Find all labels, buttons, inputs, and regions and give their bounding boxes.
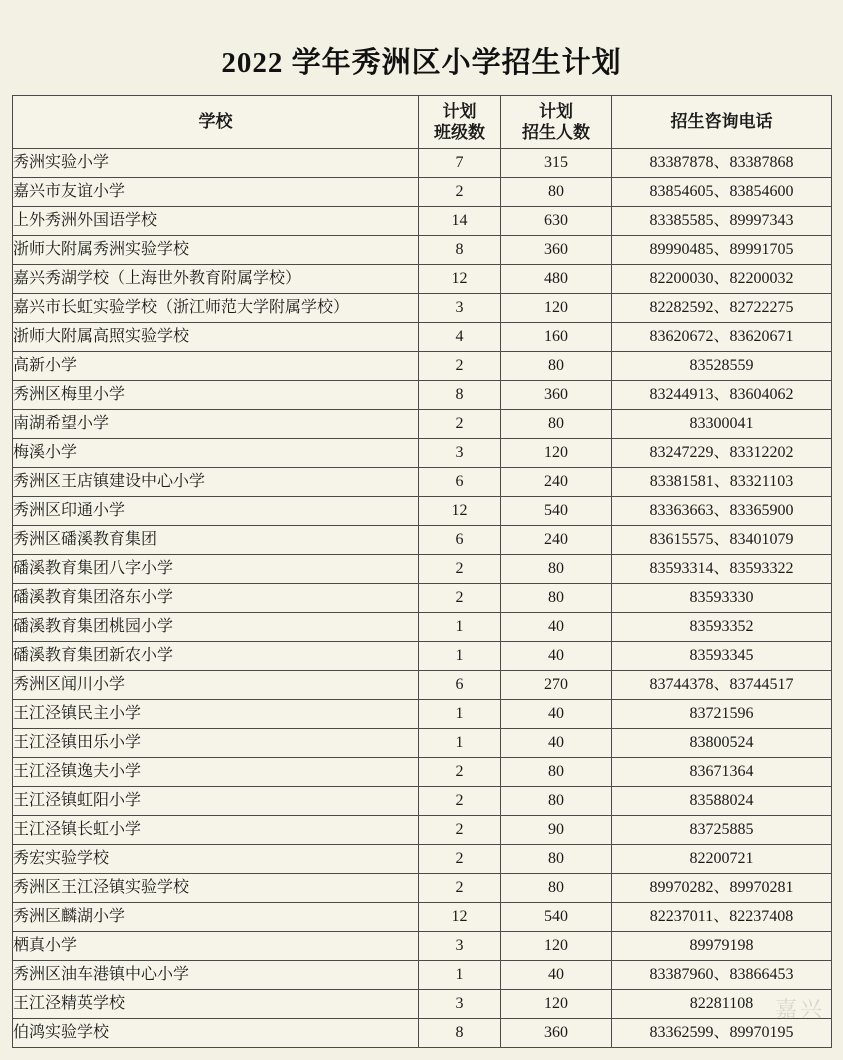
- cell-phone: 82200030、82200032: [612, 265, 832, 294]
- table-row: [13, 526, 832, 555]
- cell-classes: 3: [419, 439, 501, 468]
- cell-phone: 83528559: [612, 352, 832, 381]
- cell-classes: 6: [419, 671, 501, 700]
- cell-school: 磻溪教育集团洛东小学: [13, 584, 419, 613]
- cell-students: 240: [501, 468, 612, 497]
- cell-phone: 83593352: [612, 613, 832, 642]
- cell-students: 80: [501, 410, 612, 439]
- table-row: [13, 236, 832, 265]
- cell-phone: 83387878、83387868: [612, 149, 832, 178]
- table-row: [13, 961, 832, 990]
- cell-school: 秀宏实验学校: [13, 845, 419, 874]
- cell-classes: 2: [419, 178, 501, 207]
- cell-classes: 6: [419, 526, 501, 555]
- cell-school: 南湖希望小学: [13, 410, 419, 439]
- cell-classes: 1: [419, 642, 501, 671]
- cell-students: 90: [501, 816, 612, 845]
- table-row: [13, 932, 832, 961]
- table-row: [13, 990, 832, 1019]
- cell-students: 80: [501, 787, 612, 816]
- cell-school: 秀洲实验小学: [13, 149, 419, 178]
- table-row: [13, 207, 832, 236]
- cell-phone: 82282592、82722275: [612, 294, 832, 323]
- cell-school: 磻溪教育集团八字小学: [13, 555, 419, 584]
- cell-phone: 83593314、83593322: [612, 555, 832, 584]
- cell-classes: 3: [419, 294, 501, 323]
- cell-school: 王江泾镇虹阳小学: [13, 787, 419, 816]
- cell-students: 80: [501, 178, 612, 207]
- cell-school: 磻溪教育集团桃园小学: [13, 613, 419, 642]
- table-row: [13, 845, 832, 874]
- table-row: [13, 178, 832, 207]
- cell-school: 秀洲区麟湖小学: [13, 903, 419, 932]
- table-row: [13, 381, 832, 410]
- cell-classes: 12: [419, 497, 501, 526]
- table-body: [13, 149, 832, 1048]
- table-row: [13, 874, 832, 903]
- cell-classes: 2: [419, 874, 501, 903]
- cell-phone: 89990485、89991705: [612, 236, 832, 265]
- cell-school: 栖真小学: [13, 932, 419, 961]
- cell-phone: 83593330: [612, 584, 832, 613]
- cell-phone: 83362599、89970195: [612, 1019, 832, 1048]
- cell-school: 秀洲区王店镇建设中心小学: [13, 468, 419, 497]
- table-row: [13, 787, 832, 816]
- table-row: [13, 903, 832, 932]
- table-row: [13, 816, 832, 845]
- cell-classes: 2: [419, 555, 501, 584]
- cell-phone: 83671364: [612, 758, 832, 787]
- cell-phone: 83381581、83321103: [612, 468, 832, 497]
- cell-school: 王江泾精英学校: [13, 990, 419, 1019]
- table-row: [13, 468, 832, 497]
- cell-phone: 82200721: [612, 845, 832, 874]
- cell-students: 80: [501, 352, 612, 381]
- cell-students: 120: [501, 932, 612, 961]
- cell-students: 240: [501, 526, 612, 555]
- table-row: [13, 497, 832, 526]
- table-row: [13, 758, 832, 787]
- column-header-phone: 招生咨询电话: [612, 96, 832, 149]
- cell-phone: 83725885: [612, 816, 832, 845]
- cell-school: 秀洲区印通小学: [13, 497, 419, 526]
- table-row: [13, 584, 832, 613]
- table-header: [13, 96, 832, 149]
- cell-school: 浙师大附属高照实验学校: [13, 323, 419, 352]
- cell-classes: 3: [419, 932, 501, 961]
- cell-school: 王江泾镇田乐小学: [13, 729, 419, 758]
- cell-phone: 83363663、83365900: [612, 497, 832, 526]
- cell-students: 480: [501, 265, 612, 294]
- cell-classes: 1: [419, 729, 501, 758]
- cell-phone: 83615575、83401079: [612, 526, 832, 555]
- cell-school: 浙师大附属秀洲实验学校: [13, 236, 419, 265]
- cell-school: 嘉兴秀湖学校（上海世外教育附属学校）: [13, 265, 419, 294]
- cell-classes: 3: [419, 990, 501, 1019]
- cell-school: 高新小学: [13, 352, 419, 381]
- cell-phone: 83244913、83604062: [612, 381, 832, 410]
- cell-classes: 2: [419, 410, 501, 439]
- cell-phone: 89979198: [612, 932, 832, 961]
- table-row: [13, 352, 832, 381]
- cell-students: 315: [501, 149, 612, 178]
- column-header-classes-line1: 计划: [442, 101, 477, 121]
- cell-classes: 1: [419, 613, 501, 642]
- cell-classes: 2: [419, 352, 501, 381]
- cell-classes: 7: [419, 149, 501, 178]
- cell-students: 360: [501, 381, 612, 410]
- cell-school: 秀洲区王江泾镇实验学校: [13, 874, 419, 903]
- cell-students: 80: [501, 555, 612, 584]
- cell-students: 40: [501, 613, 612, 642]
- cell-phone: 82281108: [612, 990, 832, 1019]
- cell-school: 秀洲区磻溪教育集团: [13, 526, 419, 555]
- table-row: [13, 1019, 832, 1048]
- cell-phone: 83387960、83866453: [612, 961, 832, 990]
- cell-phone: 83854605、83854600: [612, 178, 832, 207]
- cell-students: 40: [501, 729, 612, 758]
- cell-students: 40: [501, 700, 612, 729]
- cell-students: 120: [501, 439, 612, 468]
- cell-phone: 83593345: [612, 642, 832, 671]
- cell-students: 270: [501, 671, 612, 700]
- column-header-students: [501, 96, 612, 149]
- cell-students: 360: [501, 236, 612, 265]
- cell-classes: 2: [419, 584, 501, 613]
- cell-students: 120: [501, 990, 612, 1019]
- cell-phone: 89970282、89970281: [612, 874, 832, 903]
- cell-students: 540: [501, 497, 612, 526]
- cell-classes: 2: [419, 816, 501, 845]
- cell-students: 360: [501, 1019, 612, 1048]
- cell-classes: 2: [419, 758, 501, 787]
- cell-school: 秀洲区梅里小学: [13, 381, 419, 410]
- cell-students: 120: [501, 294, 612, 323]
- table-row: [13, 555, 832, 584]
- cell-classes: 2: [419, 845, 501, 874]
- cell-classes: 2: [419, 787, 501, 816]
- enrollment-plan-table: [12, 95, 832, 1048]
- cell-school: 伯鸿实验学校: [13, 1019, 419, 1048]
- cell-school: 王江泾镇民主小学: [13, 700, 419, 729]
- table-row: [13, 671, 832, 700]
- column-header-students-line1: 计划: [539, 101, 573, 121]
- cell-students: 40: [501, 961, 612, 990]
- cell-school: 嘉兴市友谊小学: [13, 178, 419, 207]
- cell-school: 磻溪教育集团新农小学: [13, 642, 419, 671]
- table-row: [13, 439, 832, 468]
- table-row: [13, 613, 832, 642]
- table-row: [13, 700, 832, 729]
- cell-classes: 14: [419, 207, 501, 236]
- cell-school: 秀洲区油车港镇中心小学: [13, 961, 419, 990]
- table-header-row: [13, 96, 832, 149]
- column-header-students-line2: 招生人数: [522, 123, 590, 142]
- cell-students: 80: [501, 874, 612, 903]
- cell-school: 秀洲区闻川小学: [13, 671, 419, 700]
- cell-students: 540: [501, 903, 612, 932]
- cell-classes: 1: [419, 700, 501, 729]
- cell-students: 160: [501, 323, 612, 352]
- cell-phone: 82237011、82237408: [612, 903, 832, 932]
- column-header-school: 学校: [13, 96, 419, 149]
- cell-school: 王江泾镇逸夫小学: [13, 758, 419, 787]
- cell-classes: 8: [419, 381, 501, 410]
- table-row: [13, 149, 832, 178]
- table-row: [13, 294, 832, 323]
- cell-school: 上外秀洲外国语学校: [13, 207, 419, 236]
- cell-classes: 1: [419, 961, 501, 990]
- cell-phone: 83385585、89997343: [612, 207, 832, 236]
- cell-classes: 4: [419, 323, 501, 352]
- column-header-classes: [419, 96, 501, 149]
- cell-classes: 8: [419, 236, 501, 265]
- table-row: [13, 642, 832, 671]
- cell-classes: 6: [419, 468, 501, 497]
- cell-phone: 83247229、83312202: [612, 439, 832, 468]
- cell-students: 80: [501, 845, 612, 874]
- cell-phone: 83744378、83744517: [612, 671, 832, 700]
- cell-classes: 12: [419, 265, 501, 294]
- table-row: [13, 323, 832, 352]
- cell-school: 嘉兴市长虹实验学校（浙江师范大学附属学校）: [13, 294, 419, 323]
- cell-phone: 83620672、83620671: [612, 323, 832, 352]
- table-row: [13, 410, 832, 439]
- cell-phone: 83588024: [612, 787, 832, 816]
- table-row: [13, 729, 832, 758]
- cell-phone: 83721596: [612, 700, 832, 729]
- cell-students: 80: [501, 758, 612, 787]
- page-title: 2022 学年秀洲区小学招生计划: [221, 47, 622, 79]
- cell-students: 80: [501, 584, 612, 613]
- cell-phone: 83800524: [612, 729, 832, 758]
- cell-school: 王江泾镇长虹小学: [13, 816, 419, 845]
- cell-phone: 83300041: [612, 410, 832, 439]
- cell-students: 40: [501, 642, 612, 671]
- column-header-classes-line2: 班级数: [434, 123, 485, 142]
- cell-school: 梅溪小学: [13, 439, 419, 468]
- cell-classes: 8: [419, 1019, 501, 1048]
- cell-students: 630: [501, 207, 612, 236]
- watermark: 嘉兴: [774, 997, 825, 1022]
- table-row: [13, 265, 832, 294]
- cell-classes: 12: [419, 903, 501, 932]
